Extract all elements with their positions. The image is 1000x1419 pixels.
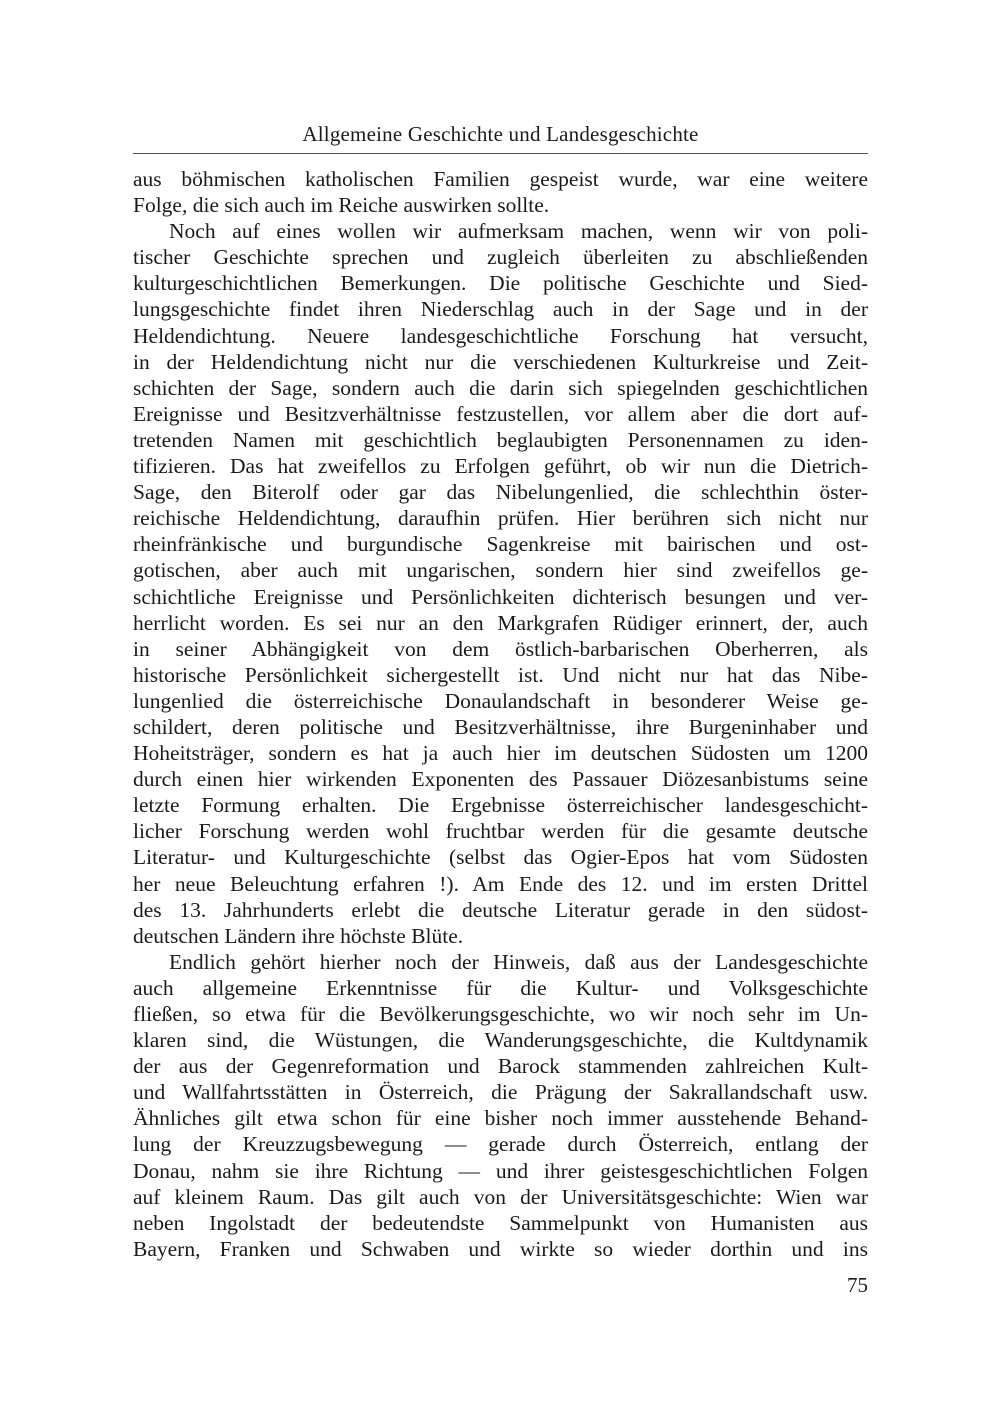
text-line: schichtliche Ereignisse und Persönlichkeiten dichterisch besungen und ver-	[133, 584, 868, 609]
text-line: Ähnliches gilt etwa schon für eine bisher noch immer ausstehende Behand-	[133, 1106, 868, 1131]
page-number: 75	[847, 1273, 868, 1297]
text-line: historische Persönlichkeit sichergestellt ist. Und nicht nur hat das Nibe-	[133, 662, 868, 687]
text-line: tifizieren. Das hat zweifellos zu Erfolgen geführt, ob wir nun die Dietrich-	[133, 454, 868, 479]
text-line: fließen, so etwa für die Bevölkerungsgeschichte, wo wir noch sehr im Un-	[133, 1002, 868, 1026]
text-line: auch allgemeine Erkenntnisse für die Kultur- und Volksgeschichte	[133, 975, 868, 1000]
header-rule	[133, 153, 868, 154]
text-line: durch einen hier wirkenden Exponenten des Passauer Diözesanbistums seine	[133, 767, 868, 792]
text-line: deutschen Ländern ihre höchste Blüte.	[133, 923, 464, 948]
text-line: Ereignisse und Besitzverhältnisse festzustellen, vor allem aber die dort auf-	[133, 401, 868, 426]
text-line: lungenlied die österreichische Donaulandschaft in besonderer Weise ge-	[133, 688, 868, 713]
text-line: aus böhmischen katholischen Familien gespeist wurde, war eine weitere	[133, 167, 868, 191]
text-line: Literatur- und Kulturgeschichte (selbst das Ogier-Epos hat vom Südosten	[133, 845, 868, 870]
text-line: auf kleinem Raum. Das gilt auch von der Universitätsgeschichte: Wien war	[133, 1184, 868, 1209]
text-line: tischer Geschichte sprechen und zugleich überleiten zu abschließenden	[133, 245, 868, 270]
text-line: Sage, den Biterolf oder gar das Nibelungenlied, die schlechthin öster-	[133, 480, 868, 505]
body-text	[133, 166, 868, 1262]
text-line: Donau, nahm sie ihre Richtung — und ihrer geistesgeschichtlichen Folgen	[133, 1158, 868, 1183]
text-line: Folge, die sich auch im Reiche auswirken sollte.	[133, 193, 550, 218]
text-line: gotischen, aber auch mit ungarischen, sondern hier sind zweifellos ge-	[133, 558, 868, 583]
text-line: herrlicht worden. Es sei nur an den Markgrafen Rüdiger erinnert, der, auch	[133, 610, 868, 635]
text-line: her neue Beleuchtung erfahren !). Am Ende des 12. und im ersten Drittel	[133, 871, 868, 896]
text-line: schichten der Sage, sondern auch die darin sich spiegelnden geschichtlichen	[133, 375, 868, 400]
text-line: klaren sind, die Wüstungen, die Wanderungsgeschichte, die Kultdynamik	[133, 1028, 868, 1053]
text-line: neben Ingolstadt der bedeutendste Sammelpunkt von Humanisten aus	[133, 1210, 868, 1235]
text-line: Bayern, Franken und Schwaben und wirkte so wieder dorthin und ins	[133, 1236, 868, 1261]
text-line: Heldendichtung. Neuere landesgeschichtliche Forschung hat versucht,	[133, 323, 868, 348]
text-line: lung der Kreuzzugsbewegung — gerade durch Österreich, entlang der	[133, 1132, 868, 1157]
text-line: des 13. Jahrhunderts erlebt die deutsche Literatur gerade in den südost-	[133, 897, 868, 922]
text-line: in der Heldendichtung nicht nur die verschiedenen Kulturkreise und Zeit-	[133, 349, 868, 374]
running-head: Allgemeine Geschichte und Landesgeschichte	[302, 122, 699, 146]
text-line: letzte Formung erhalten. Die Ergebnisse österreichischer landesgeschicht-	[133, 793, 868, 818]
text-line: Endlich gehört hierher noch der Hinweis, daß aus der Landesgeschichte	[169, 949, 868, 974]
text-line: und Wallfahrtsstätten in Österreich, die Prägung der Sakrallandschaft usw.	[133, 1080, 868, 1105]
text-line: rheinfränkische und burgundische Sagenkreise mit bairischen und ost-	[133, 532, 868, 557]
text-line: kulturgeschichtlichen Bemerkungen. Die politische Geschichte und Sied-	[133, 271, 868, 296]
text-line: tretenden Namen mit geschichtlich beglaubigten Personennamen zu iden-	[133, 427, 868, 452]
text-line: schildert, deren politische und Besitzverhältnisse, ihre Burgeninhaber und	[133, 714, 868, 739]
text-line: Noch auf eines wollen wir aufmerksam machen, wenn wir von poli-	[169, 219, 868, 244]
text-line: lungsgeschichte findet ihren Niederschlag auch in der Sage und in der	[133, 297, 868, 322]
text-line: Hoheitsträger, sondern es hat ja auch hier im deutschen Südosten um 1200	[133, 741, 868, 766]
text-line: licher Forschung werden wohl fruchtbar werden für die gesamte deutsche	[133, 819, 868, 844]
text-line: reichische Heldendichtung, daraufhin prüfen. Hier berühren sich nicht nur	[133, 506, 868, 531]
text-line: der aus der Gegenreformation und Barock stammenden zahlreichen Kult-	[133, 1054, 868, 1079]
text-line: in seiner Abhängigkeit von dem östlich-barbarischen Oberherren, als	[133, 636, 868, 661]
